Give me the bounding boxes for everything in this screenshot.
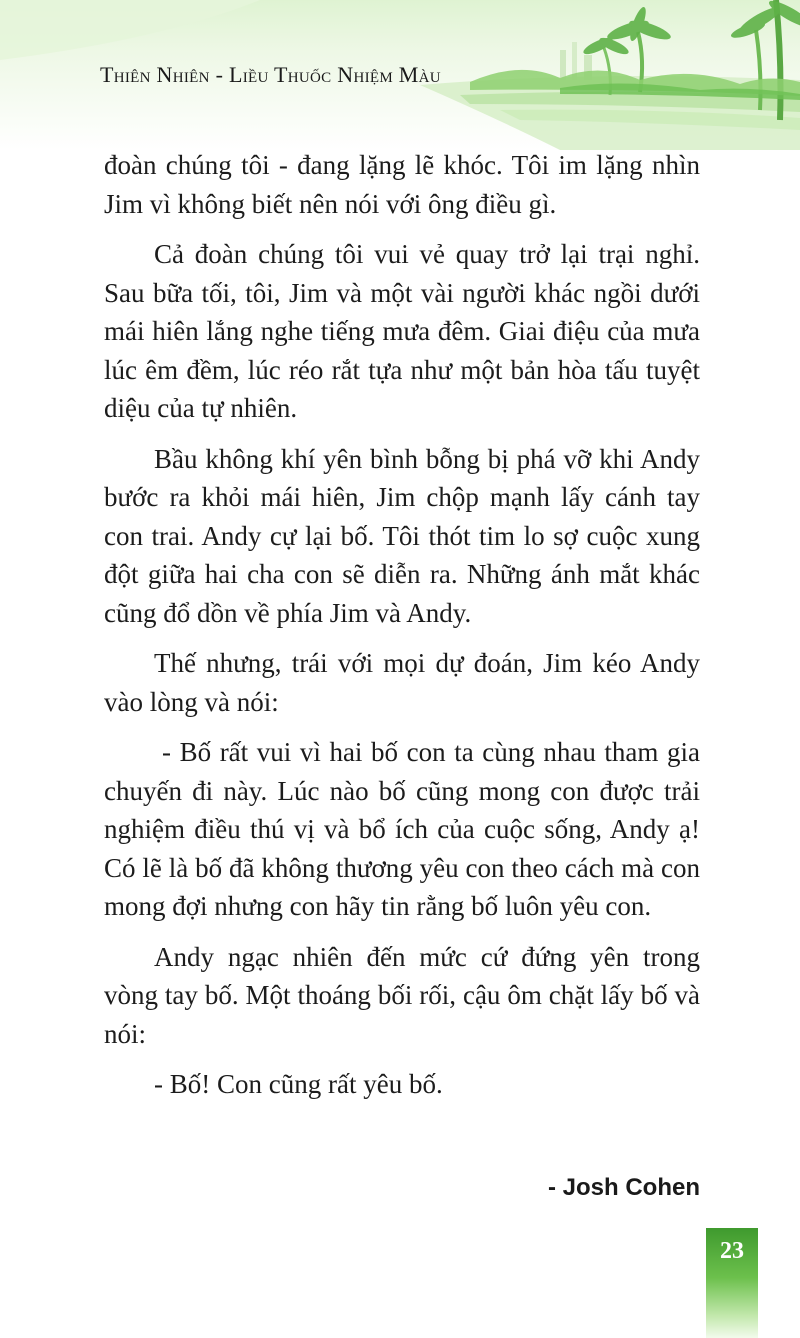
- running-title: Thiên Nhiên - Liều Thuốc Nhiệm Màu: [100, 62, 441, 87]
- paragraph: Andy ngạc nhiên đến mức cứ đứng yên trong vòng tay bố. Một thoáng bối rối, cậu ôm chặt lấy bố và nói:: [104, 941, 700, 1049]
- dialogue-paragraph: - Bố! Con cũng rất yêu bố.: [154, 1069, 443, 1099]
- page-body: [104, 146, 700, 1116]
- page-number: 23: [720, 1238, 744, 1264]
- dialogue-paragraph: - Bố rất vui vì hai bố con ta cùng nhau tham gia chuyến đi này. Lúc nào bố cũng mong con được trải nghiệm điều thú vị và bổ ích của cuộc sống, Andy ạ! Có lẽ là bố đã không thương yêu con theo cách mà con mong đợi nhưng con hãy tin rằng bố luôn yêu con.: [104, 737, 700, 921]
- paragraph: đoàn chúng tôi - đang lặng lẽ khóc. Tôi im lặng nhìn Jim vì không biết nên nói với ông điều gì.: [104, 150, 700, 219]
- paragraph: Cả đoàn chúng tôi vui vẻ quay trở lại trại nghỉ. Sau bữa tối, tôi, Jim và một vài người khác ngồi dưới mái hiên lắng nghe tiếng mưa đêm. Giai điệu của mưa lúc êm đềm, lúc réo rắt tựa như một bản hòa tấu tuyệt diệu của tự nhiên.: [104, 239, 700, 423]
- paragraph: Thế nhưng, trái với mọi dự đoán, Jim kéo Andy vào lòng và nói:: [104, 648, 700, 717]
- paragraph: Bầu không khí yên bình bỗng bị phá vỡ khi Andy bước ra khỏi mái hiên, Jim chộp mạnh lấy cánh tay con trai. Andy cự lại bố. Tôi thót tim lo sợ cuộc xung đột giữa hai cha con sẽ diễn ra. Những ánh mắt khác cũng đổ dồn về phía Jim và Andy.: [104, 443, 700, 628]
- author-credit: - Josh Cohen: [547, 1174, 700, 1201]
